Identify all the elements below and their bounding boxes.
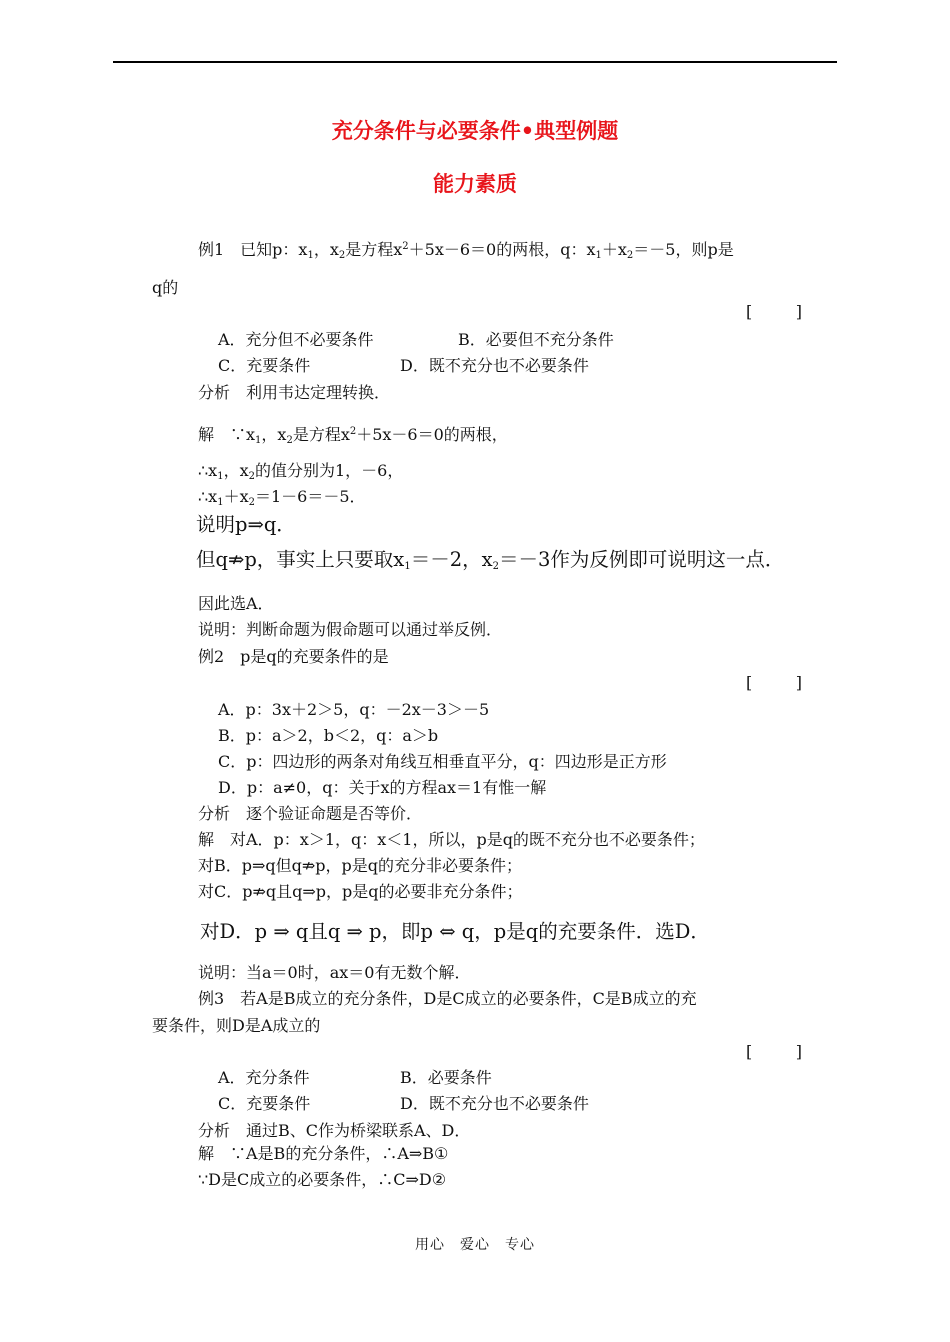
example-2-question: 例2 p是q的充要条件的是 bbox=[198, 647, 389, 666]
example-2-solution-b: 对B．p⇒q但q⇏p，p是q的充分非必要条件； bbox=[198, 856, 523, 875]
example-1-note: 说明：判断命题为假命题可以通过举反例． bbox=[198, 620, 503, 639]
example-1-analysis: 分析 利用韦达定理转换． bbox=[198, 383, 391, 402]
example-2-solution-a: 解 对A．p：x＞1，q：x＜1，所以，p是q的既不充分也不必要条件； bbox=[198, 830, 705, 849]
example-1-solution-line-1: 解 $\because x_1$，$x_2$是方程$x^2+5x-6=0$的两根， bbox=[198, 425, 508, 446]
example-3-solution-1: 解 ∵A是B的充分条件，∴A⇒B① bbox=[198, 1144, 449, 1163]
answer-bracket: [ ] bbox=[746, 302, 802, 321]
page-title: 充分条件与必要条件•典型例题 bbox=[331, 118, 619, 143]
example-2-note: 说明：当a＝0时，ax＝0有无数个解． bbox=[198, 963, 471, 982]
example-3-analysis: 分析 通过B、C作为桥梁联系A、D． bbox=[198, 1121, 471, 1140]
example-3-option-b: B．必要条件 bbox=[400, 1068, 492, 1087]
example-2-option-b: B．p：a＞2，b＜2，q：a＞b bbox=[218, 726, 439, 745]
example-2-solution-d: 对D．p ⇒ q且q ⇒ p，即p ⇔ q，p是q的充要条件．选D． bbox=[200, 920, 710, 943]
section-title: 能力素质 bbox=[433, 171, 517, 196]
example-1-choice: 因此选A． bbox=[198, 594, 274, 613]
example-3-solution-2: ∵D是C成立的必要条件，∴C⇒D② bbox=[198, 1170, 447, 1189]
example-3-option-d: D．既不充分也不必要条件 bbox=[400, 1094, 589, 1113]
example-2-option-c: C．p：四边形的两条对角线互相垂直平分，q：四边形是正方形 bbox=[218, 752, 667, 771]
example-1-solution-line-3: $\therefore x_1+x_2=1-6=-5$． bbox=[198, 487, 366, 508]
example-2-option-a: A．p：3x＋2＞5，q：－2x－3＞－5 bbox=[218, 700, 490, 719]
example-3-option-a: A．充分条件 bbox=[218, 1068, 310, 1087]
header-rule bbox=[113, 61, 837, 63]
example-3-option-c: C．充要条件 bbox=[218, 1094, 311, 1113]
example-1-option-d: D．既不充分也不必要条件 bbox=[400, 356, 589, 375]
example-2-analysis: 分析 逐个验证命题是否等价． bbox=[198, 804, 423, 823]
example-2-option-d: D．p：a≠0，q：关于x的方程ax＝1有惟一解 bbox=[218, 778, 547, 797]
answer-bracket: [ ] bbox=[746, 673, 802, 692]
example-1-option-b: B．必要但不充分条件 bbox=[458, 330, 614, 349]
example-1-question-cont: q的 bbox=[152, 278, 179, 297]
example-1-option-c: C．充要条件 bbox=[218, 356, 311, 375]
example-3-question: 例3 若A是B成立的充分条件，D是C成立的必要条件，C是B成立的充 bbox=[198, 989, 697, 1008]
page-footer: 用心 爱心 专心 bbox=[415, 1237, 535, 1253]
example-1-solution-line-2: $\therefore x_1$，$x_2$的值分别为1，－6， bbox=[198, 461, 404, 482]
example-1-explanation-1: 说明p⇒q． bbox=[196, 513, 296, 536]
example-1-explanation-2: 但q⇏p，事实上只要取$x_1=-2$，$x_2=-3$作为反例即可说明这一点． bbox=[196, 548, 785, 572]
answer-bracket: [ ] bbox=[746, 1042, 802, 1061]
example-1-question: 例1 已知p：$x_1$，$x_2$是方程$x^2+5x-6=0$的两根，q：$x_1+x_2=-5$，则p是 bbox=[198, 240, 734, 261]
example-2-solution-c: 对C．p⇏q且q⇒p，p是q的必要非充分条件； bbox=[198, 882, 523, 901]
example-1-option-a: A．充分但不必要条件 bbox=[218, 330, 374, 349]
example-3-question-cont: 要条件，则D是A成立的 bbox=[152, 1016, 321, 1035]
